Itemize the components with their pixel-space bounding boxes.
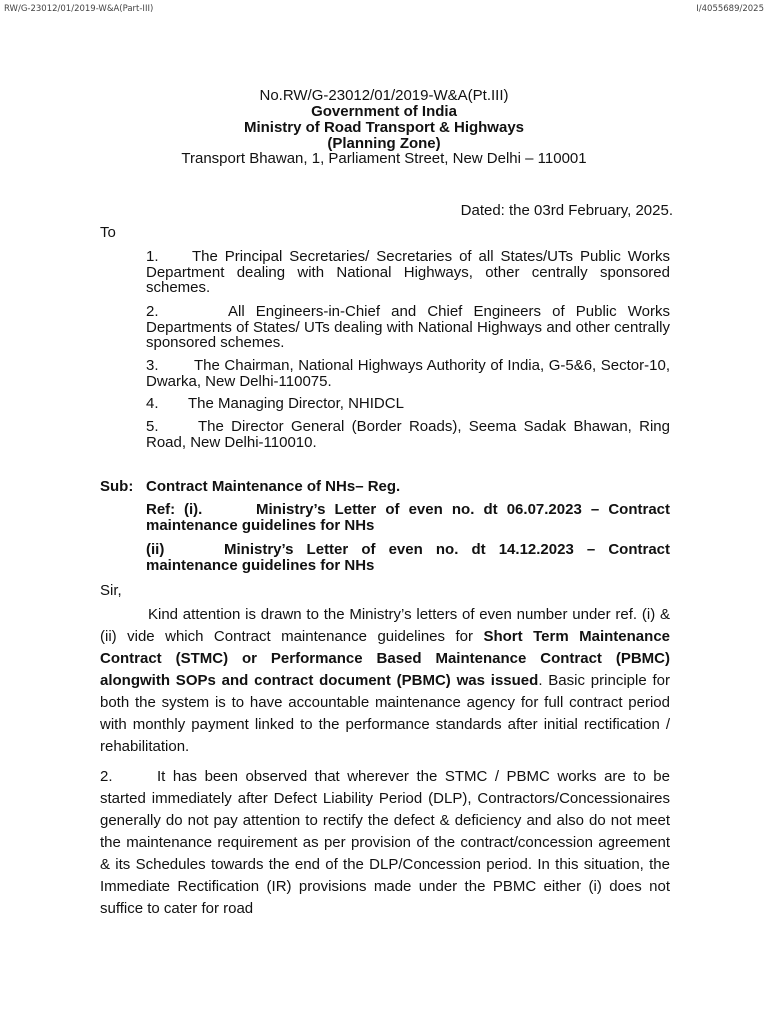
to-label: To: [100, 224, 116, 241]
letter-date: Dated: the 03rd February, 2025.: [460, 202, 673, 219]
ministry-heading: Ministry of Road Transport & Highways: [243, 119, 525, 136]
recipient-text: All Engineers-in-Chief and Chief Engineers of Public Works Departments of States/ UTs dealing with National Highways and other centrally sponsored schemes.: [146, 303, 670, 351]
recipient-number: 4.: [146, 395, 159, 412]
paragraph-1-bold-text: Short Term Maintenance Contract (STMC) or Performance Based Maintenance Contract (PBMC) alongwith SOPs and contract document (PBMC) was issued: [100, 628, 670, 689]
recipient-text: The Director General (Border Roads), Seema Sadak Bhawan, Ring Road, New Delhi-110010.: [146, 418, 670, 451]
subject-text: Contract Maintenance of NHs– Reg.: [146, 478, 401, 495]
subject-label: Sub:: [100, 478, 134, 495]
paragraph-2: [100, 766, 670, 920]
recipient-item: [146, 249, 670, 296]
recipient-number: 1.: [146, 248, 159, 265]
recipient-item: [146, 304, 670, 351]
paragraph-1: [100, 604, 670, 758]
recipient-text: The Principal Secretaries/ Secretaries of all States/UTs Public Works Department dealing with National Highways, other centrally sponsored schemes.: [146, 248, 670, 296]
recipient-item: [146, 358, 670, 389]
recipient-number: 5.: [146, 418, 159, 435]
reference-item: [146, 502, 670, 534]
reference-label: Ref:: [146, 501, 176, 518]
reference-text: Ministry’s Letter of even no. dt 06.07.2023 – Contract maintenance guidelines for NHs: [146, 501, 670, 534]
page-header-doc-id: I/4055689/2025: [696, 4, 764, 14]
paragraph-1-text-end: . Basic principle for both the system is to have accountable maintenance agency for full contract period with monthly payment linked to the performance standards after initial rectification / rehabilitation.: [100, 672, 670, 755]
paragraph-2-number: 2.: [100, 768, 113, 785]
reference-number: (ii): [146, 541, 165, 558]
recipient-number: 2.: [146, 303, 159, 320]
recipient-item: [146, 396, 670, 412]
paragraph-2-text: It has been observed that wherever the STMC / PBMC works are to be started immediately after Defect Liability Period (DLP), Contractors/Concessionaires generally do not pay attention to rectify the defect & deficiency and also do not meet the maintenance requirement as per provision of the contract/concession agreement & its Schedules towards the end of the DLP/Concession period. In this situation, the Immediate Rectification (IR) provisions made under the PBMC either (i) does not suffice to cater for road: [100, 768, 670, 917]
reference-number: (i).: [184, 501, 203, 518]
recipient-item: [146, 419, 670, 450]
page-header-file-ref: RW/G-23012/01/2019-W&A(Part-III): [4, 4, 154, 14]
paragraph-1-text-start: Kind attention is drawn to the Ministry’s letters of even number under ref. (i) & (ii) vide which Contract maintenance guidelines for: [100, 606, 670, 645]
recipient-number: 3.: [146, 357, 159, 374]
zone-heading: (Planning Zone): [327, 135, 441, 152]
government-heading: Government of India: [311, 103, 457, 120]
salutation: Sir,: [100, 582, 122, 599]
recipient-text: The Chairman, National Highways Authority of India, G-5&6, Sector-10, Dwarka, New Delhi-110075.: [146, 357, 670, 390]
recipient-text: The Managing Director, NHIDCL: [188, 395, 404, 412]
reference-item: [146, 542, 670, 574]
file-number: No.RW/G-23012/01/2019-W&A(Pt.III): [259, 87, 509, 104]
ministry-address: Transport Bhawan, 1, Parliament Street, New Delhi – 110001: [181, 150, 587, 167]
reference-text: Ministry’s Letter of even no. dt 14.12.2023 – Contract maintenance guidelines for NHs: [146, 541, 670, 574]
